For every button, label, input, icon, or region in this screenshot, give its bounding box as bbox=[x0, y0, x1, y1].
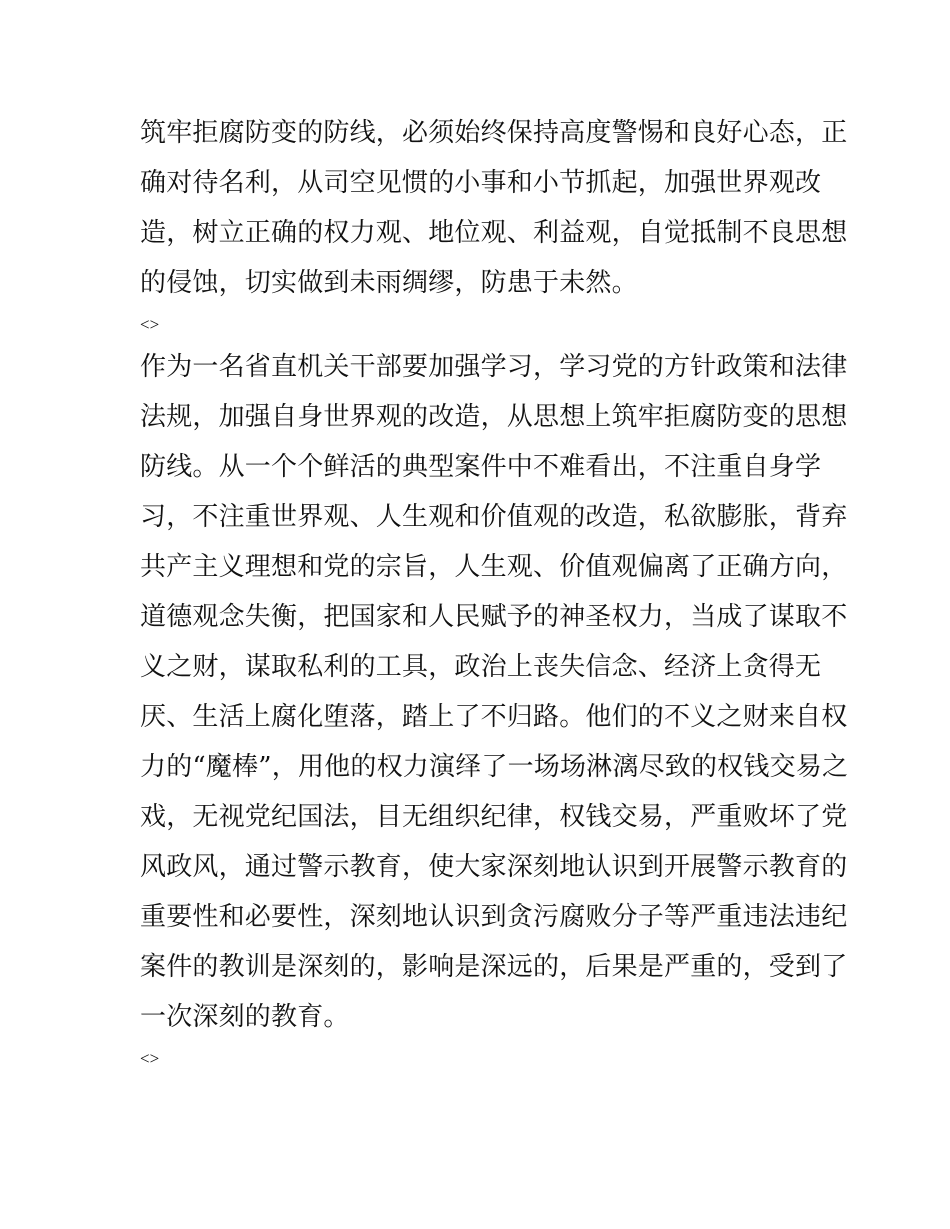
paragraph-line: 义之财，谋取私利的工具，政治上丧失信念、经济上贪得无 bbox=[140, 652, 822, 682]
paragraph-line: 确对待名利，从司空见惯的小事和小节抓起，加强世界观改 bbox=[140, 168, 822, 198]
paragraph-line: 筑牢拒腐防变的防线，必须始终保持高度警惕和良好心态，正 bbox=[140, 118, 848, 148]
paragraph-line: 力的“魔棒”，用他的权力演绎了一场场淋漓尽致的权钱交易之 bbox=[140, 752, 849, 782]
paragraph-line: 作为一名省直机关干部要加强学习，学习党的方针政策和法律 bbox=[140, 352, 848, 382]
paragraph-line: 共产主义理想和党的宗旨，人生观、价值观偏离了正确方向， bbox=[140, 552, 848, 582]
document-body bbox=[140, 108, 849, 1076]
section-marker: <> bbox=[140, 1049, 160, 1068]
paragraph-line: 法规，加强自身世界观的改造，从思想上筑牢拒腐防变的思想 bbox=[140, 402, 848, 432]
paragraph-1 bbox=[140, 108, 848, 308]
paragraph-line: 道德观念失衡，把国家和人民赋予的神圣权力，当成了谋取不 bbox=[140, 602, 848, 632]
paragraph-line: 一次深刻的教育。 bbox=[140, 1002, 350, 1032]
paragraph-line: 风政风，通过警示教育，使大家深刻地认识到开展警示教育的 bbox=[140, 852, 848, 882]
paragraph-line: 戏，无视党纪国法，目无组织纪律，权钱交易，严重败坏了党 bbox=[140, 802, 848, 832]
paragraph-line: 防线。从一个个鲜活的典型案件中不难看出，不注重自身学 bbox=[140, 452, 822, 482]
paragraph-line: 重要性和必要性，深刻地认识到贪污腐败分子等严重违法违纪 bbox=[140, 902, 848, 932]
paragraph-line: 造，树立正确的权力观、地位观、利益观，自觉抵制不良思想 bbox=[140, 218, 848, 248]
paragraph-line: 习，不注重世界观、人生观和价值观的改造，私欲膨胀，背弃 bbox=[140, 502, 848, 532]
paragraph-line: 案件的教训是深刻的，影响是深远的，后果是严重的，受到了 bbox=[140, 952, 848, 982]
paragraph-line: 厌、生活上腐化堕落，踏上了不归路。他们的不义之财来自权 bbox=[140, 702, 848, 732]
section-marker: <> bbox=[140, 315, 160, 334]
paragraph-line: 的侵蚀，切实做到未雨绸缪，防患于未然。 bbox=[140, 268, 638, 298]
paragraph-2 bbox=[140, 342, 849, 1042]
